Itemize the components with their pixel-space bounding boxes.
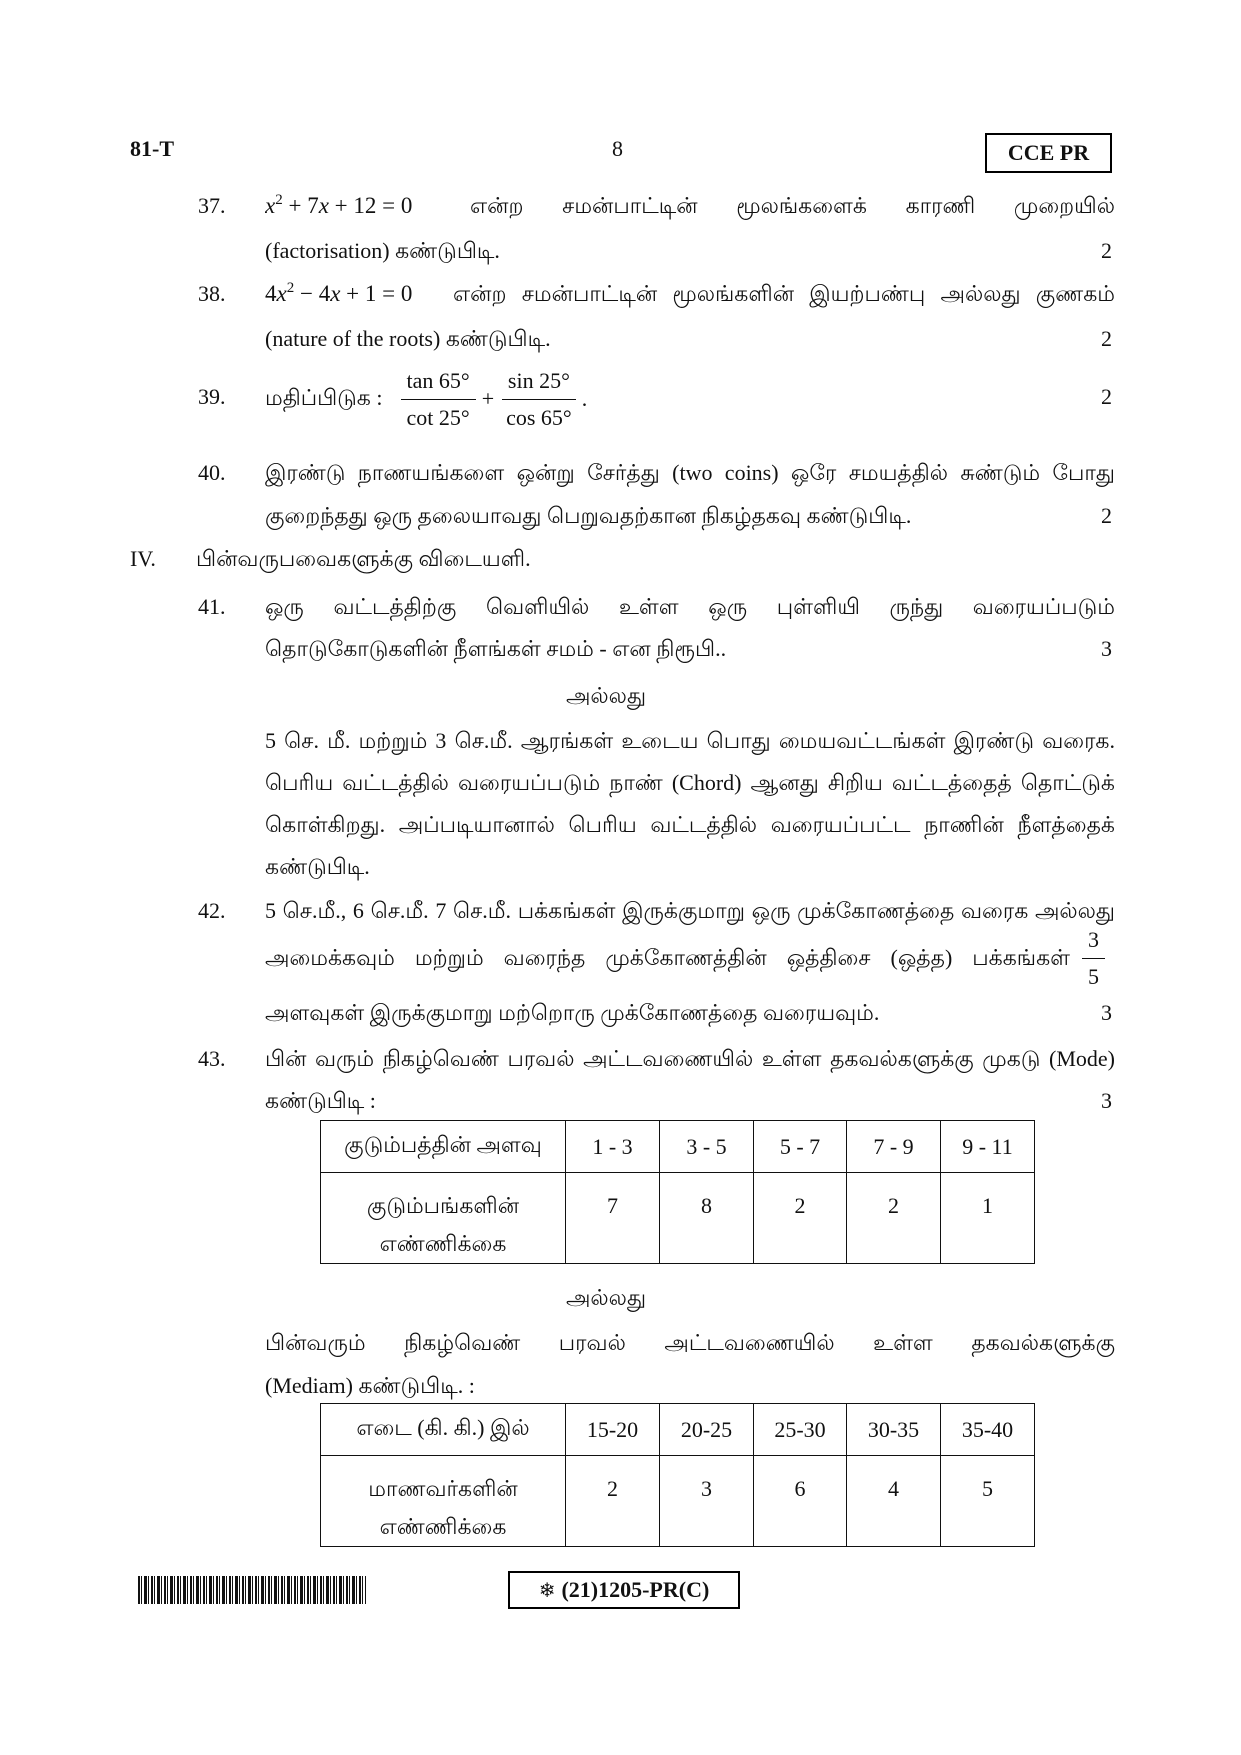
frequency-cell: 2 xyxy=(566,1456,660,1547)
class-interval-cell: 20-25 xyxy=(660,1404,754,1456)
question-number: 40. xyxy=(198,460,226,485)
paper-serial: (21)1205-PR(C) xyxy=(561,1577,710,1602)
eq-exponent: 2 xyxy=(275,192,283,208)
marks: 3 xyxy=(1101,1088,1112,1113)
q41-alt-line: பெரிய வட்டத்தில் வரையப்படும் நாண் (Chord) ஆனது சிறிய வட்டத்தைத் தொட்டுக் xyxy=(265,770,1115,795)
frequency-cell: 8 xyxy=(660,1173,754,1264)
q38-text: என்ற சமன்பாட்டின் மூலங்களின் இயற்பண்பு அல்லது குணகம் xyxy=(453,281,1115,306)
period: . xyxy=(581,386,588,411)
q42-ratio xyxy=(1082,921,1105,995)
class-interval-cell: 15-20 xyxy=(566,1404,660,1456)
fraction xyxy=(1082,922,1105,995)
class-interval-cell: 25-30 xyxy=(754,1404,847,1456)
table-row xyxy=(321,1404,1035,1456)
q41-alt-line: கண்டுபிடி. xyxy=(265,854,370,879)
count-label-cell xyxy=(321,1173,566,1264)
eq-term: + 12 = 0 xyxy=(328,193,413,218)
class-interval-cell: 1 - 3 xyxy=(566,1121,660,1173)
numerator: 3 xyxy=(1082,922,1105,959)
marks: 2 xyxy=(1101,384,1112,409)
frequency-cell: 6 xyxy=(754,1456,847,1547)
q42-line-3: அளவுகள் இருக்குமாறு மற்றொரு முக்கோணத்தை வரையவும். xyxy=(265,1000,880,1025)
row-header-cell: எடை (கி. கி.) இல் xyxy=(321,1404,566,1456)
student-weight-table xyxy=(320,1403,1035,1547)
class-interval-cell: 30-35 xyxy=(847,1404,941,1456)
q43-line-2: கண்டுபிடி : xyxy=(265,1088,376,1113)
q37-equation xyxy=(265,190,470,222)
q39-label: மதிப்பிடுக : xyxy=(265,384,383,410)
eq-var: x xyxy=(276,281,287,306)
class-interval-cell: 5 - 7 xyxy=(754,1121,847,1173)
family-size-table xyxy=(320,1120,1035,1264)
frequency-cell: 2 xyxy=(754,1173,847,1264)
section-number: IV. xyxy=(130,546,156,571)
barcode xyxy=(138,1576,366,1604)
q43-line-1: பின் வரும் நிகழ்வெண் பரவல் அட்டவணையில் உள்ள தகவல்களுக்கு முகடு (Mode) xyxy=(265,1046,1115,1071)
frequency-cell: 2 xyxy=(847,1173,941,1264)
count-label-cell xyxy=(321,1456,566,1547)
marks: 2 xyxy=(1101,503,1112,528)
count-label-line: எண்ணிக்கை xyxy=(379,1514,507,1539)
q41-line-1: ஒரு வட்டத்திற்கு வெளியில் உள்ள ஒரு புள்ளியி ருந்து வரையப்படும் xyxy=(265,594,1115,619)
q38-line-1 xyxy=(265,278,1115,310)
section-title: பின்வருபவைகளுக்கு விடையளி. xyxy=(196,546,531,571)
q38-equation xyxy=(265,278,453,310)
q39-expression xyxy=(265,362,587,436)
plus-operator: + xyxy=(481,386,495,411)
frequency-cell: 1 xyxy=(941,1173,1035,1264)
eq-term: + 7 xyxy=(282,193,319,218)
fraction xyxy=(500,363,578,436)
q41-alt-line: கொள்கிறது. அப்படியானால் பெரிய வட்டத்தில் வரையப்பட்ட நாணின் நீளத்தைக் xyxy=(265,812,1115,837)
eq-var: x xyxy=(330,281,341,306)
row-header-cell: குடும்பத்தின் அளவு xyxy=(321,1121,566,1173)
q37-line-2: (factorisation) கண்டுபிடி. xyxy=(265,238,500,263)
denominator: cos 65° xyxy=(506,404,572,430)
cce-pr-badge: CCE PR xyxy=(985,133,1112,173)
eq-exponent: 2 xyxy=(286,280,295,296)
denominator: 5 xyxy=(1088,963,1099,989)
marks: 2 xyxy=(1101,326,1112,351)
q37-text: என்ற சமன்பாட்டின் மூலங்களைக் காரணி முறையில் xyxy=(470,193,1115,218)
q38-line-2: (nature of the roots) கண்டுபிடி. xyxy=(265,326,551,351)
eq-var: x xyxy=(318,193,329,218)
class-interval-cell: 3 - 5 xyxy=(660,1121,754,1173)
frequency-cell: 7 xyxy=(566,1173,660,1264)
question-number: 37. xyxy=(198,193,226,218)
marks: 2 xyxy=(1101,238,1112,263)
eq-term: + 1 = 0 xyxy=(340,281,413,306)
q40-line-1: இரண்டு நாணயங்களை ஒன்று சேர்த்து (two coins) ஒரே சமயத்தில் சுண்டும் போது xyxy=(265,460,1115,485)
numerator: sin 25° xyxy=(502,363,576,400)
q41-line-2: தொடுகோடுகளின் நீளங்கள் சமம் - என நிரூபி.. xyxy=(265,636,727,661)
count-label-line: குடும்பங்களின் xyxy=(366,1193,520,1218)
table-row xyxy=(321,1121,1035,1173)
fraction xyxy=(401,363,476,436)
question-number: 38. xyxy=(198,281,226,306)
class-interval-cell: 9 - 11 xyxy=(941,1121,1035,1173)
marks: 3 xyxy=(1101,1000,1112,1025)
question-number: 39. xyxy=(198,384,226,409)
question-number: 42. xyxy=(198,898,226,923)
q43-alt-line-1: பின்வரும் நிகழ்வெண் பரவல் அட்டவணையில் உள்ள தகவல்களுக்கு xyxy=(265,1330,1115,1355)
paper-code: 81-T xyxy=(130,136,174,161)
eq-var: x xyxy=(265,193,276,218)
question-number: 41. xyxy=(198,594,226,619)
table-row xyxy=(321,1173,1035,1264)
frequency-cell: 4 xyxy=(847,1456,941,1547)
q42-line-2: அமைக்கவும் மற்றும் வரைந்த முக்கோணத்தின் ஒத்திசை (ஒத்த) பக்கங்கள் xyxy=(265,945,1070,970)
q41-alt-line: 5 செ. மீ. மற்றும் 3 செ.மீ. ஆரங்கள் உடைய பொது மையவட்டங்கள் இரண்டு வரைக. xyxy=(265,728,1115,753)
class-interval-cell: 7 - 9 xyxy=(847,1121,941,1173)
paper-serial-box xyxy=(508,1571,740,1609)
or-separator: அல்லது xyxy=(565,683,647,708)
denominator: cot 25° xyxy=(406,404,470,430)
marks: 3 xyxy=(1101,636,1112,661)
snowflake-icon: ❄ xyxy=(538,1578,556,1602)
numerator: tan 65° xyxy=(401,363,476,400)
eq-term: − 4 xyxy=(294,281,331,306)
or-separator: அல்லது xyxy=(565,1285,647,1310)
page-number: 8 xyxy=(612,136,623,161)
question-number: 43. xyxy=(198,1046,226,1071)
frequency-cell: 3 xyxy=(660,1456,754,1547)
count-label-line: மாணவர்களின் xyxy=(368,1476,518,1501)
eq-coef: 4 xyxy=(265,281,277,306)
q42-line-1: 5 செ.மீ., 6 செ.மீ. 7 செ.மீ. பக்கங்கள் இருக்குமாறு ஒரு முக்கோணத்தை வரைக அல்லது xyxy=(265,898,1115,923)
class-interval-cell: 35-40 xyxy=(941,1404,1035,1456)
frequency-cell: 5 xyxy=(941,1456,1035,1547)
q43-alt-line-2: (Mediam) கண்டுபிடி. : xyxy=(265,1373,475,1398)
q40-line-2: குறைந்தது ஒரு தலையாவது பெறுவதற்கான நிகழ்தகவு கண்டுபிடி. xyxy=(265,503,912,528)
q37-line-1 xyxy=(265,190,1115,222)
table-row xyxy=(321,1456,1035,1547)
count-label-line: எண்ணிக்கை xyxy=(379,1231,507,1256)
